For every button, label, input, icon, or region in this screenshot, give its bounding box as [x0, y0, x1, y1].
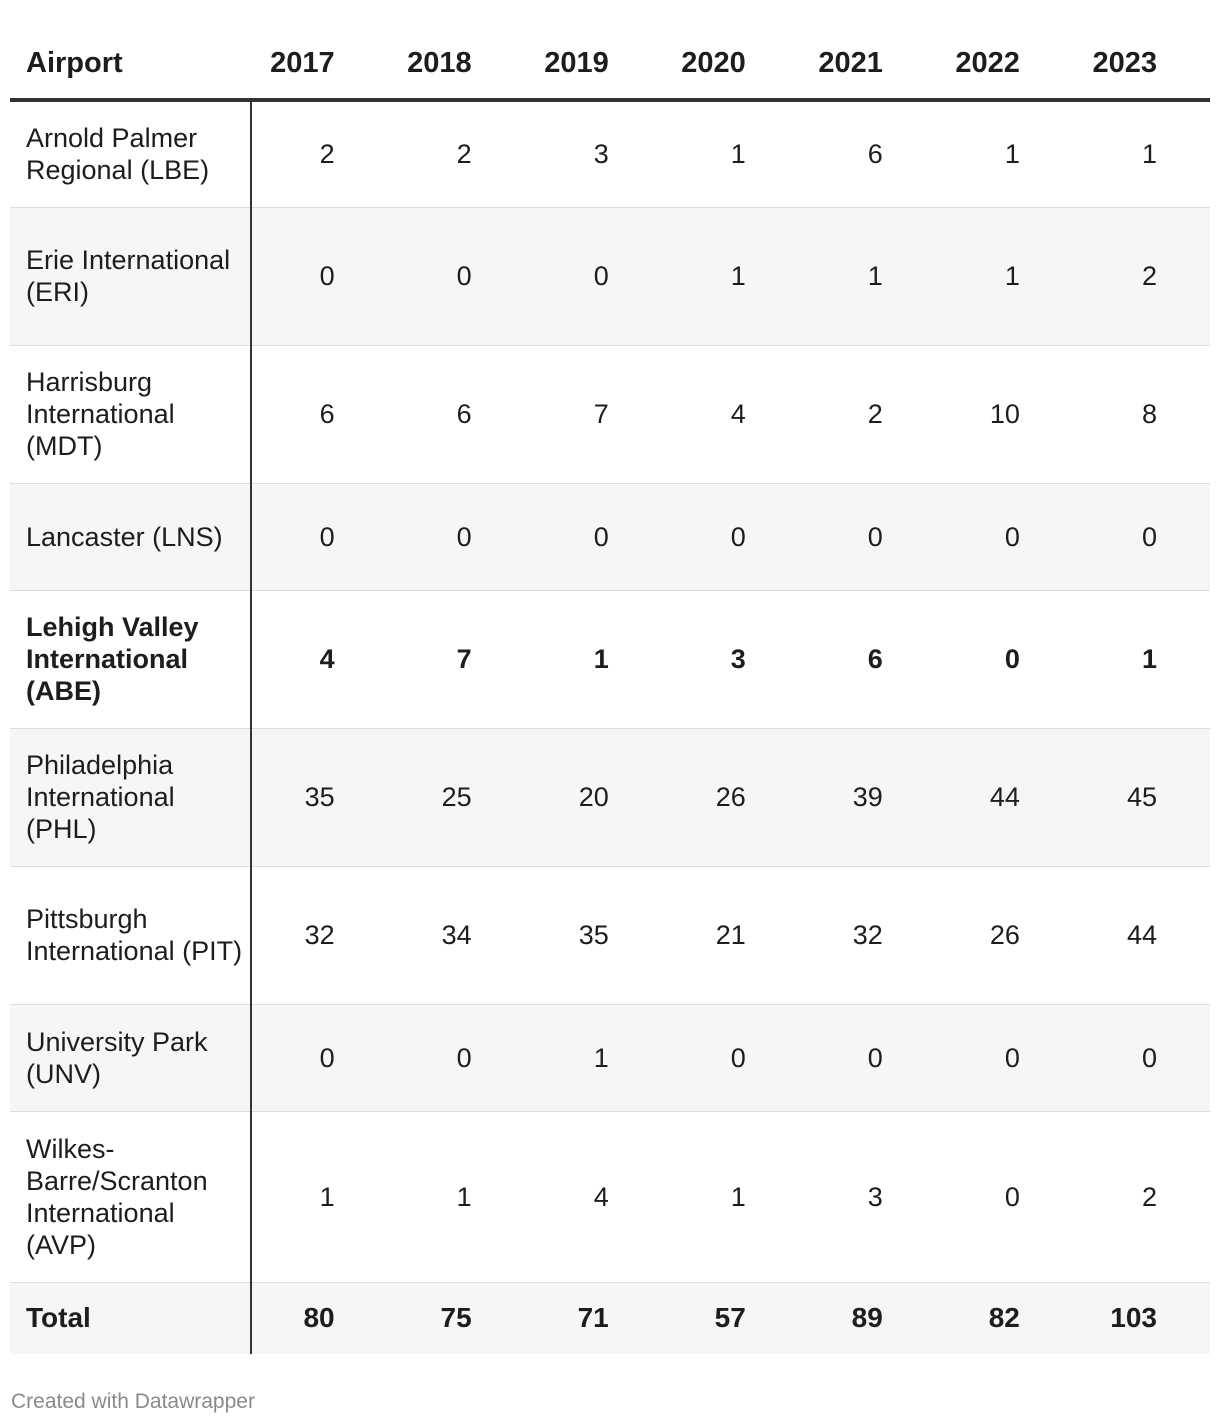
value-cell-2021: 2 — [799, 345, 936, 483]
value-cell-2020: 4 — [662, 345, 799, 483]
value-cell-2018: 34 — [388, 866, 525, 1004]
total-value-cell-2017: 80 — [251, 1282, 388, 1354]
total-value-cell-2021: 89 — [799, 1282, 936, 1354]
value-cell-2017: 1 — [251, 1111, 388, 1282]
value-cell-2017: 32 — [251, 866, 388, 1004]
value-cell-2022: 26 — [936, 866, 1073, 1004]
value-cell-2022: 0 — [936, 590, 1073, 728]
value-cell-2019: 20 — [525, 728, 662, 866]
value-cell-2017: 35 — [251, 728, 388, 866]
value-cell-2022: 1 — [936, 207, 1073, 345]
value-cell-2019: 0 — [525, 207, 662, 345]
value-cell-2023: 2 — [1073, 1111, 1210, 1282]
total-label-cell: Total — [10, 1282, 251, 1354]
column-header-2021: 2021 — [799, 28, 936, 100]
value-cell-2022: 1 — [936, 100, 1073, 207]
value-cell-2021: 3 — [799, 1111, 936, 1282]
value-cell-2018: 0 — [388, 207, 525, 345]
column-header-2020: 2020 — [662, 28, 799, 100]
value-cell-2017: 4 — [251, 590, 388, 728]
column-header-2017: 2017 — [251, 28, 388, 100]
value-cell-2020: 1 — [662, 100, 799, 207]
value-cell-2021: 6 — [799, 100, 936, 207]
value-cell-2021: 0 — [799, 483, 936, 590]
airport-data-table — [10, 28, 1210, 1354]
value-cell-2020: 0 — [662, 1004, 799, 1111]
airport-name-cell: Philadelphia International (PHL) — [10, 728, 251, 866]
total-value-cell-2020: 57 — [662, 1282, 799, 1354]
value-cell-2017: 0 — [251, 207, 388, 345]
value-cell-2018: 2 — [388, 100, 525, 207]
value-cell-2019: 4 — [525, 1111, 662, 1282]
value-cell-2019: 1 — [525, 590, 662, 728]
total-value-cell-2022: 82 — [936, 1282, 1073, 1354]
value-cell-2023: 2 — [1073, 207, 1210, 345]
value-cell-2021: 39 — [799, 728, 936, 866]
value-cell-2020: 3 — [662, 590, 799, 728]
value-cell-2018: 0 — [388, 1004, 525, 1111]
value-cell-2018: 6 — [388, 345, 525, 483]
airport-name-cell: Pittsburgh International (PIT) — [10, 866, 251, 1004]
value-cell-2022: 0 — [936, 1004, 1073, 1111]
value-cell-2023: 0 — [1073, 1004, 1210, 1111]
table-row — [10, 207, 1210, 345]
column-header-airport: Airport — [10, 28, 251, 100]
value-cell-2018: 7 — [388, 590, 525, 728]
value-cell-2020: 1 — [662, 1111, 799, 1282]
table-row — [10, 483, 1210, 590]
table-body — [10, 100, 1210, 1354]
table-header-row — [10, 28, 1210, 100]
value-cell-2023: 8 — [1073, 345, 1210, 483]
value-cell-2021: 1 — [799, 207, 936, 345]
airport-name-cell: Arnold Palmer Regional (LBE) — [10, 100, 251, 207]
value-cell-2020: 26 — [662, 728, 799, 866]
value-cell-2020: 1 — [662, 207, 799, 345]
airport-name-cell: University Park (UNV) — [10, 1004, 251, 1111]
value-cell-2021: 6 — [799, 590, 936, 728]
datawrapper-credit: Created with Datawrapper — [11, 1390, 255, 1413]
column-header-2019: 2019 — [525, 28, 662, 100]
airport-name-cell: Lancaster (LNS) — [10, 483, 251, 590]
total-value-cell-2023: 103 — [1073, 1282, 1210, 1354]
airport-name-cell: Harrisburg International (MDT) — [10, 345, 251, 483]
value-cell-2019: 3 — [525, 100, 662, 207]
airport-name-cell: Wilkes-Barre/Scranton International (AVP) — [10, 1111, 251, 1282]
column-header-2022: 2022 — [936, 28, 1073, 100]
value-cell-2021: 0 — [799, 1004, 936, 1111]
value-cell-2022: 44 — [936, 728, 1073, 866]
value-cell-2019: 7 — [525, 345, 662, 483]
value-cell-2021: 32 — [799, 866, 936, 1004]
value-cell-2020: 0 — [662, 483, 799, 590]
total-row — [10, 1282, 1210, 1354]
table-row — [10, 728, 1210, 866]
total-value-cell-2018: 75 — [388, 1282, 525, 1354]
value-cell-2018: 1 — [388, 1111, 525, 1282]
value-cell-2022: 0 — [936, 483, 1073, 590]
column-header-2023: 2023 — [1073, 28, 1210, 100]
value-cell-2017: 2 — [251, 100, 388, 207]
table-row — [10, 345, 1210, 483]
value-cell-2022: 10 — [936, 345, 1073, 483]
value-cell-2018: 25 — [388, 728, 525, 866]
table-row — [10, 1111, 1210, 1282]
value-cell-2023: 44 — [1073, 866, 1210, 1004]
value-cell-2022: 0 — [936, 1111, 1073, 1282]
value-cell-2020: 21 — [662, 866, 799, 1004]
value-cell-2023: 0 — [1073, 483, 1210, 590]
table-row — [10, 590, 1210, 728]
column-header-2018: 2018 — [388, 28, 525, 100]
value-cell-2023: 1 — [1073, 100, 1210, 207]
airport-name-cell: Lehigh Valley International (ABE) — [10, 590, 251, 728]
value-cell-2017: 0 — [251, 483, 388, 590]
value-cell-2019: 0 — [525, 483, 662, 590]
value-cell-2017: 0 — [251, 1004, 388, 1111]
value-cell-2017: 6 — [251, 345, 388, 483]
value-cell-2019: 35 — [525, 866, 662, 1004]
table-row — [10, 100, 1210, 207]
value-cell-2023: 1 — [1073, 590, 1210, 728]
table-row — [10, 866, 1210, 1004]
total-value-cell-2019: 71 — [525, 1282, 662, 1354]
value-cell-2023: 45 — [1073, 728, 1210, 866]
table-row — [10, 1004, 1210, 1111]
data-table-container — [10, 28, 1210, 1354]
airport-name-cell: Erie International (ERI) — [10, 207, 251, 345]
value-cell-2019: 1 — [525, 1004, 662, 1111]
value-cell-2018: 0 — [388, 483, 525, 590]
